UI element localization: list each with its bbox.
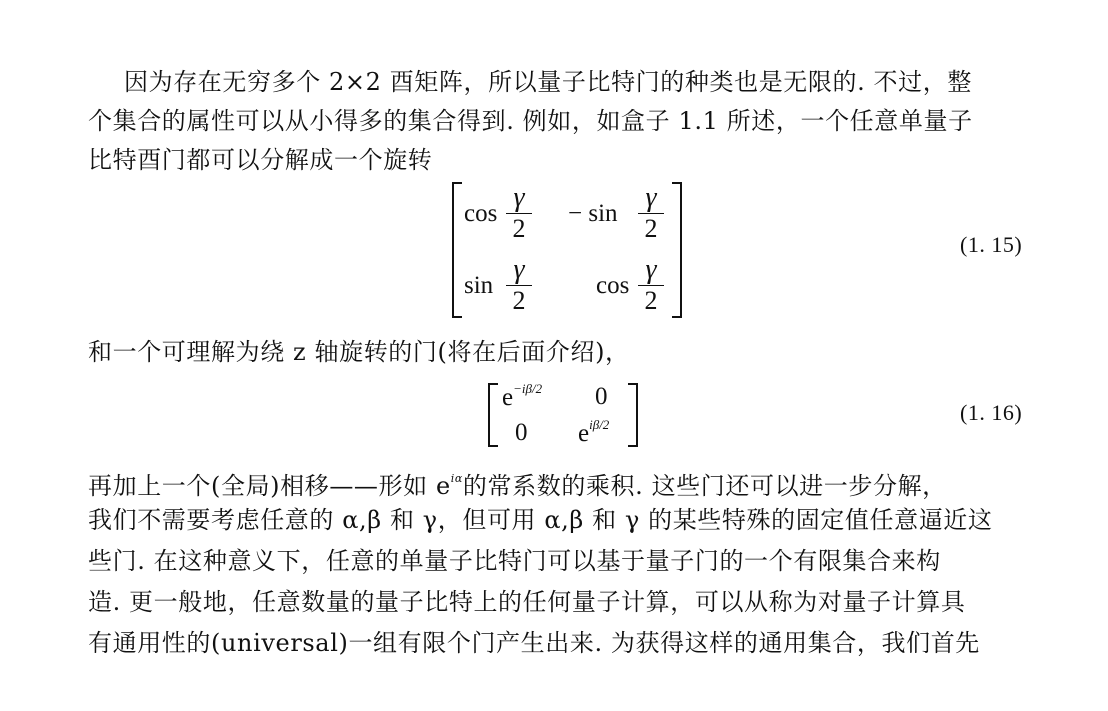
paragraph2-line1-end: 的常系数的乘积. 这些门还可以进一步分解， bbox=[462, 472, 947, 500]
paragraph1-line1: 因为存在无穷多个 2×2 酉矩阵，所以量子比特门的种类也是无限的. 不过，整 bbox=[124, 68, 972, 96]
eq116-r1c1 bbox=[502, 381, 542, 412]
eq115-r1c2-fn: − sin bbox=[568, 200, 618, 227]
eq116-r2c2-base: e bbox=[578, 420, 590, 447]
eq116-r2c1: 0 bbox=[515, 419, 528, 446]
equation-number-1-15: (1. 15) bbox=[960, 232, 1023, 257]
eq116-r1c2: 0 bbox=[595, 383, 608, 410]
paragraph2-line2: 我们不需要考虑任意的 α,β 和 γ，但可用 α,β 和 γ 的某些特殊的固定值任意逼近这 bbox=[88, 506, 993, 534]
eq115-r2c2-fn: cos bbox=[596, 272, 630, 299]
frac-numerator: γ bbox=[513, 182, 525, 213]
paragraph2-line3: 些门. 在这种意义下，任意的单量子比特门可以基于量子门的一个有限集合来构 bbox=[88, 547, 941, 575]
phase-exponent: iα bbox=[450, 472, 463, 485]
eq116-right-bracket bbox=[628, 383, 638, 447]
eq116-left-bracket bbox=[488, 383, 498, 447]
paragraph1-line2: 个集合的属性可以从小得多的集合得到. 例如，如盒子 1.1 所述，一个任意单量子 bbox=[88, 107, 973, 135]
eq116-r1c1-exponent: −iβ/2 bbox=[513, 381, 543, 396]
frac-numerator: γ bbox=[645, 254, 657, 285]
paragraph-line-after-eq115: 和一个可理解为绕 z 轴旋转的门(将在后面介绍)， bbox=[88, 338, 630, 366]
paragraph2-line4: 造. 更一般地，任意数量的量子比特上的任何量子计算，可以从称为对量子计算具 bbox=[88, 588, 966, 616]
frac-denominator: 2 bbox=[512, 286, 526, 315]
paragraph2-line5: 有通用性的(universal)一组有限个门产生出来. 为获得这样的通用集合，我们首先 bbox=[88, 629, 980, 657]
paragraph2-line1-start: 再加上一个(全局)相移——形如 e bbox=[88, 472, 451, 500]
frac-denominator: 2 bbox=[644, 286, 658, 315]
eq115-r1c1-fn: cos bbox=[464, 200, 498, 227]
paragraph1-line3: 比特酉门都可以分解成一个旋转 bbox=[88, 146, 433, 174]
paragraph2-line1 bbox=[88, 465, 947, 500]
eq116-r2c2 bbox=[578, 417, 609, 448]
eq116-r2c2-exponent: iβ/2 bbox=[589, 417, 610, 432]
frac-denominator: 2 bbox=[512, 214, 526, 243]
eq116-r1c1-base: e bbox=[502, 384, 514, 411]
frac-denominator: 2 bbox=[644, 214, 658, 243]
frac-numerator: γ bbox=[645, 182, 657, 213]
frac-numerator: γ bbox=[513, 254, 525, 285]
equation-number-1-16: (1. 16) bbox=[960, 400, 1023, 425]
eq115-r2c1-fn: sin bbox=[464, 272, 494, 299]
